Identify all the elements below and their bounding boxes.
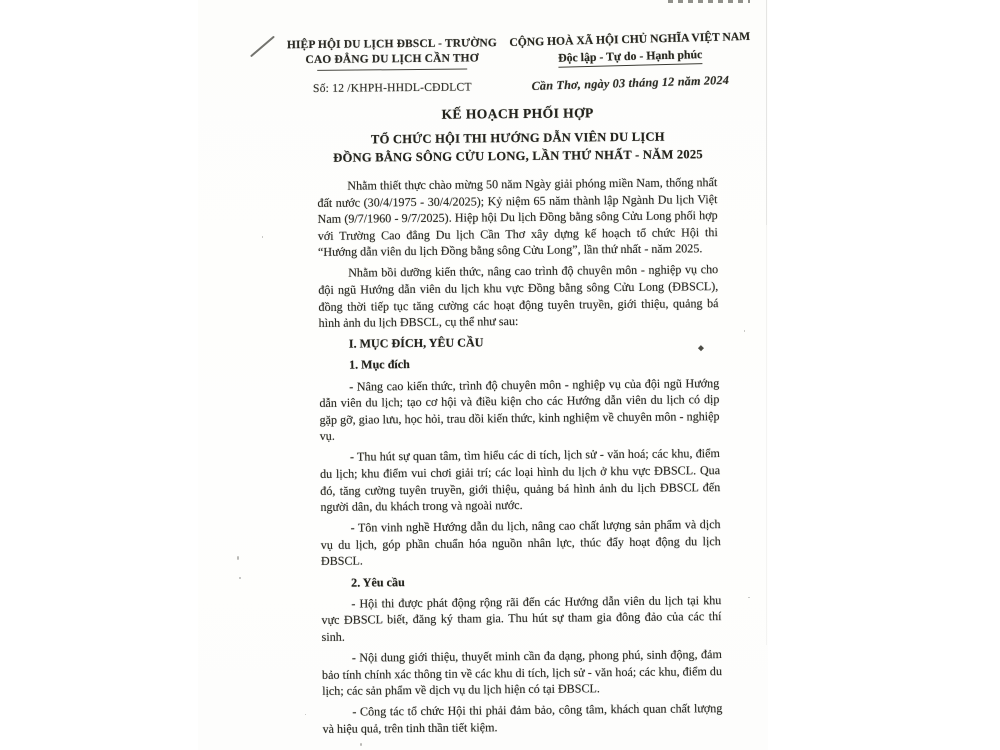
scan-speck xyxy=(239,577,241,579)
scan-speck xyxy=(262,236,263,238)
national-motto: Độc lập - Tự do - Hạnh phúc xyxy=(558,47,703,68)
yeu-cau-paragraph-2: - Nội dung giới thiệu, thuyết minh cần đa dạng, phong phú, sinh động, đảm bảo tính chính xác thông tin về các khu di tích, lịch sử - văn hoá; các khu, điểm du lịch; các sản phẩm về dịch vụ du lịch hiện có tại ĐBSCL. xyxy=(321,647,723,699)
yeu-cau-paragraph-3: - Công tác tổ chức Hội thi phải đảm bảo, công tâm, khách quan chất lượng và hiệu quả, trên tinh thần tiết kiệm. xyxy=(322,701,723,736)
scan-speck xyxy=(748,597,750,598)
intro-paragraph-1: Nhằm thiết thực chào mừng 50 năm Ngày giải phóng miền Nam, thống nhất đất nước (30/4/1975 - 30/4/2025); Kỷ niệm 65 năm thành lập Ngành Du lịch Việt Nam (9/7/1960 - 9/7/2025). Hiệp hội Du lịch Đồng bằng sông Cửu Long phối hợp với Trường Cao đẳng Du lịch Cần Thơ xây dựng kế hoạch tổ chức Hội thi “Hướng dẫn viên du lịch Đồng bằng sông Cửu Long”, lần thứ nhất - năm 2025. xyxy=(317,175,718,260)
subsection-heading-yeu-cau: 2. Yêu cầu xyxy=(351,574,405,590)
scan-speck xyxy=(637,702,638,703)
document-title: KẾ HOẠCH PHỐI HỢP xyxy=(441,105,594,122)
scan-edge-dashes xyxy=(668,0,750,3)
document-number: Số: 12 /KHPH-HHDL-CĐDLCT xyxy=(312,80,472,95)
issuer-line2: CAO ĐẲNG DU LỊCH CẦN THƠ xyxy=(305,52,479,67)
issuer-line1: HIỆP HỘI DU LỊCH ĐBSCL - TRƯỜNG xyxy=(286,37,498,52)
scan-speck xyxy=(237,556,239,560)
document-title-block xyxy=(308,104,729,166)
document-body xyxy=(317,174,722,742)
muc-dich-paragraph-3: - Tôn vinh nghề Hướng dẫn du lịch, nâng cao chất lượng sản phẩm và dịch vụ du lịch, góp phần chuẩn hóa nguồn nhân lực, thúc đẩy hoạt động du lịch ĐBSCL. xyxy=(320,517,721,569)
scan-speck xyxy=(744,330,745,332)
yeu-cau-paragraph-1: - Hội thi được phát động rộng rãi đến các Hướng dẫn viên du lịch tại khu vực ĐBSCL biết, đăng ký tham gia. Thu hút sự tham gia đông đảo của các thí sinh. xyxy=(321,592,722,644)
issuer-block xyxy=(280,36,504,71)
muc-dich-paragraph-2: - Thu hút sự quan tâm, tìm hiểu các di tích, lịch sử - văn hoá; các khu, điểm du lịch; khu điểm vui chơi giải trí; các loại hình du lịch ở khu vực ĐBSCL. Qua đó, tăng cường tuyên truyền, giới thiệu, quảng bá hình ảnh du lịch ĐBSCL đến người dân, du khách trong và ngoài nước. xyxy=(320,446,721,515)
muc-dich-paragraph-1: - Nâng cao kiến thức, trình độ chuyên môn - nghiệp vụ của đội ngũ Hướng dẫn viên du lịch; tạo cơ hội và điều kiện cho các Hướng dẫn viên du lịch có dịp gặp gỡ, giao lưu, học hỏi, trau dồi kiến thức, kinh nghiệm về chuyên môn - nghiệp vụ. xyxy=(319,375,720,444)
intro-paragraph-2: Nhằm bồi dưỡng kiến thức, nâng cao trình độ chuyên môn - nghiệp vụ cho đội ngũ Hướng dẫn viên du lịch khu vực Đồng bằng sông Cửu Long (ĐBSCL), đồng thời tiếp tục tăng cường các hoạt động tuyên truyền, giới thiệu, quảng bá hình ảnh du lịch ĐBSCL, cụ thể như sau: xyxy=(318,262,719,331)
scan-speck xyxy=(305,714,306,715)
ink-diamond-speck: ◆ xyxy=(697,343,705,353)
document-subtitle-2: ĐỒNG BẰNG SÔNG CỬU LONG, LẦN THỨ NHẤT - NĂM 2025 xyxy=(333,147,703,165)
scan-speck xyxy=(360,743,362,746)
national-line1: CỘNG HOÀ XÃ HỘI CHỦ NGHĨA VIỆT NAM xyxy=(509,29,751,49)
document-subtitle-1: TỔ CHỨC HỘI THI HƯỚNG DẪN VIÊN DU LỊCH xyxy=(370,129,665,147)
dateline: Cần Thơ, ngày 03 tháng 12 năm 2024 xyxy=(531,72,730,93)
subsection-heading-muc-dich: 1. Mục đích xyxy=(348,357,410,373)
issuer-underline xyxy=(317,68,467,70)
pen-slash-mark xyxy=(250,36,275,58)
section-heading-1: I. MỤC ĐÍCH, YÊU CẦU xyxy=(348,335,484,351)
national-heading-block xyxy=(495,29,766,70)
